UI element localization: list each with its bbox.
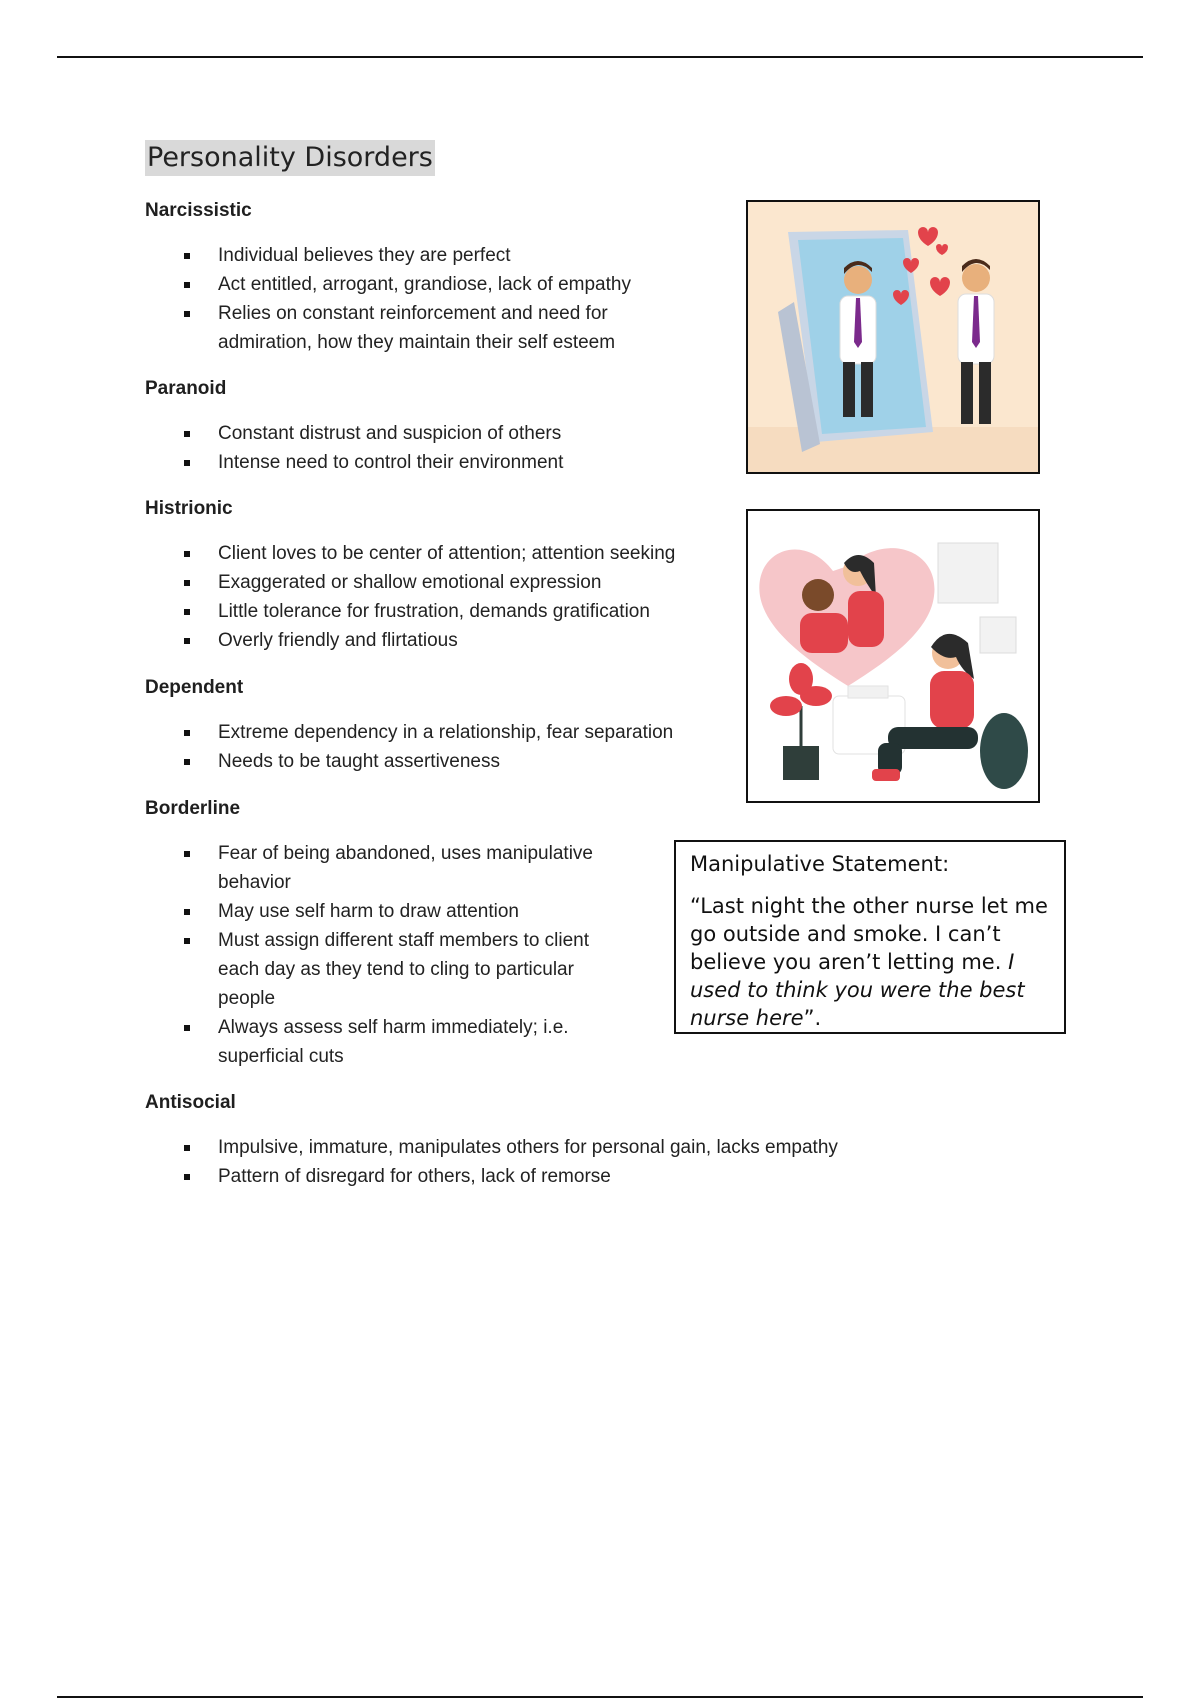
list-item-continuation: admiration, how they maintain their self esteem xyxy=(218,332,616,353)
section-histrionic xyxy=(145,497,675,655)
square-bullet-icon xyxy=(184,759,190,765)
square-bullet-icon xyxy=(184,609,190,615)
square-bullet-icon xyxy=(184,551,190,557)
section-narcissistic xyxy=(145,199,631,357)
list-item-continuation: each day as they tend to cling to particular xyxy=(218,959,574,980)
list-item: Constant distrust and suspicion of others xyxy=(145,419,563,448)
section-paranoid xyxy=(145,377,563,477)
square-bullet-icon xyxy=(184,909,190,915)
list-item: Intense need to control their environment xyxy=(145,448,563,477)
list-item-continuation: superficial cuts xyxy=(218,1046,344,1067)
square-bullet-icon xyxy=(184,938,190,944)
list-item: Overly friendly and flirtatious xyxy=(145,626,675,655)
list-borderline xyxy=(145,839,593,1071)
list-item: Always assess self harm immediately; i.e. xyxy=(145,1013,593,1042)
square-bullet-icon xyxy=(184,1174,190,1180)
list-item: Relies on constant reinforcement and need for xyxy=(145,299,631,328)
square-bullet-icon xyxy=(184,431,190,437)
dependency-illustration xyxy=(746,509,1040,803)
section-heading-dependent: Dependent xyxy=(145,677,244,698)
section-heading-paranoid: Paranoid xyxy=(145,378,227,399)
list-item-continuation: behavior xyxy=(218,872,291,893)
square-bullet-icon xyxy=(184,580,190,586)
mirror-reflection-image xyxy=(748,202,1038,472)
list-paranoid xyxy=(145,419,563,477)
list-histrionic xyxy=(145,539,675,655)
list-item: Little tolerance for frustration, demands gratification xyxy=(145,597,675,626)
list-item: Impulsive, immature, manipulates others for personal gain, lacks empathy xyxy=(145,1133,838,1162)
square-bullet-icon xyxy=(184,253,190,259)
section-heading-borderline: Borderline xyxy=(145,798,241,819)
manipulative-statement-box xyxy=(674,840,1066,1034)
list-item: Pattern of disregard for others, lack of remorse xyxy=(145,1162,838,1191)
list-item: Extreme dependency in a relationship, fear separation xyxy=(145,718,673,747)
callout-quote xyxy=(690,892,1050,1032)
section-antisocial xyxy=(145,1091,838,1191)
callout-quote-italic: I used to think you were the best nurse here xyxy=(690,950,1025,1030)
list-item: May use self harm to draw attention xyxy=(145,897,593,926)
section-heading-antisocial: Antisocial xyxy=(145,1092,236,1113)
square-bullet-icon xyxy=(184,311,190,317)
list-item: Individual believes they are perfect xyxy=(145,241,631,270)
list-item: Needs to be taught assertiveness xyxy=(145,747,673,776)
section-borderline xyxy=(145,797,593,1071)
callout-quote-plain: “Last night the other nurse let me go outside and smoke. I can’t believe you aren’t letting me. xyxy=(690,894,1048,974)
list-dependent xyxy=(145,718,673,776)
square-bullet-icon xyxy=(184,460,190,466)
section-heading-histrionic: Histrionic xyxy=(145,498,233,519)
square-bullet-icon xyxy=(184,1025,190,1031)
list-item: Act entitled, arrogant, grandiose, lack of empathy xyxy=(145,270,631,299)
title-block xyxy=(145,140,1045,176)
callout-title: Manipulative Statement: xyxy=(690,852,950,876)
footer-rule xyxy=(57,1696,1143,1698)
list-item: Must assign different staff members to client xyxy=(145,926,593,955)
narcissism-illustration xyxy=(746,200,1040,474)
section-dependent xyxy=(145,676,673,776)
square-bullet-icon xyxy=(184,638,190,644)
square-bullet-icon xyxy=(184,1145,190,1151)
list-item: Client loves to be center of attention; attention seeking xyxy=(145,539,675,568)
broken-heart-memory-image xyxy=(748,511,1038,801)
list-item-continuation: people xyxy=(218,988,276,1009)
callout-quote-end: ”. xyxy=(803,1006,822,1030)
list-narcissistic xyxy=(145,241,631,357)
list-item: Fear of being abandoned, uses manipulative xyxy=(145,839,593,868)
square-bullet-icon xyxy=(184,851,190,857)
list-item: Exaggerated or shallow emotional expression xyxy=(145,568,675,597)
list-antisocial xyxy=(145,1133,838,1191)
section-heading-narcissistic: Narcissistic xyxy=(145,200,252,221)
page-title: Personality Disorders xyxy=(145,140,435,176)
square-bullet-icon xyxy=(184,730,190,736)
header-rule xyxy=(57,56,1143,58)
square-bullet-icon xyxy=(184,282,190,288)
